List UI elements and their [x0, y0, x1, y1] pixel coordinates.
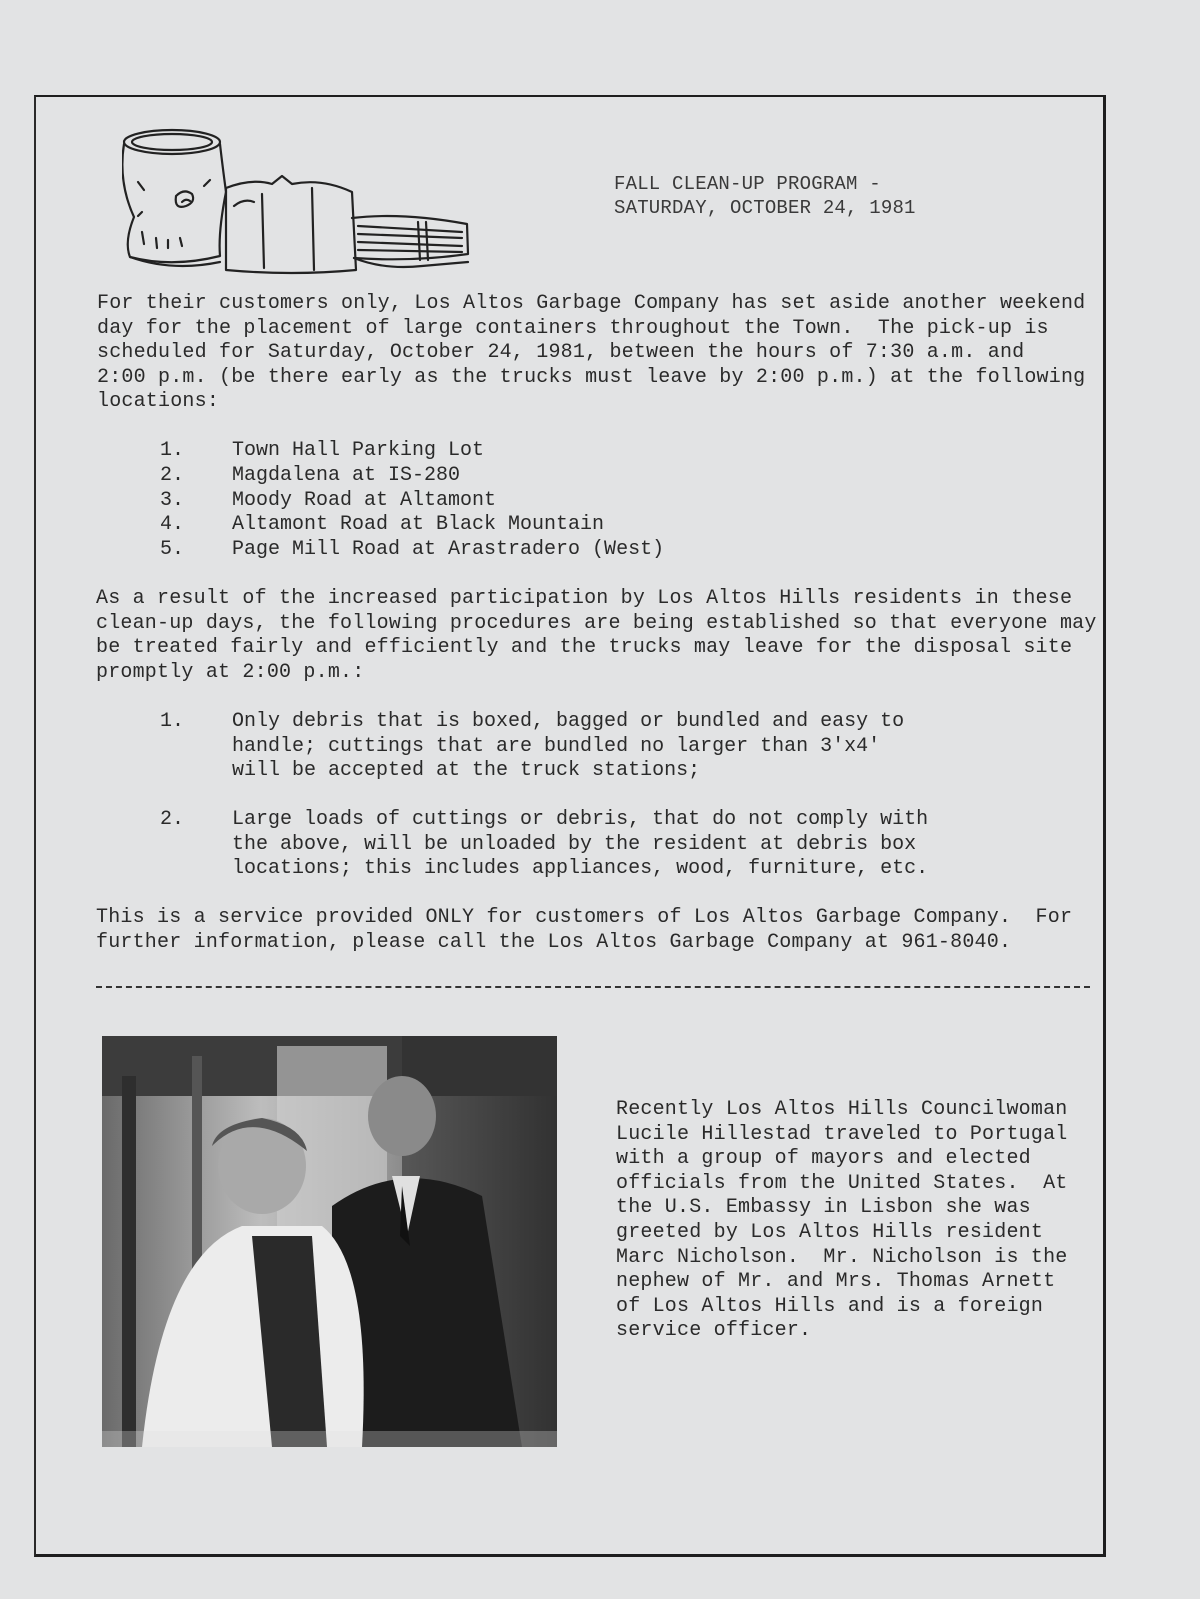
list-number: 5. — [160, 538, 185, 561]
list-number: 4. — [160, 513, 185, 536]
participation-line: clean-up days, the following procedures are being established so that everyone may — [96, 611, 1097, 635]
procedure-line: Only debris that is boxed, bagged or bundled and easy to — [232, 710, 905, 733]
program-title — [614, 172, 916, 220]
intro-line: 2:00 p.m. (be there early as the trucks must leave by 2:00 p.m.) at the following — [97, 365, 1086, 389]
caption-line: nephew of Mr. and Mrs. Thomas Arnett — [616, 1270, 1056, 1294]
section-divider — [96, 986, 1090, 988]
list-number: 1. — [160, 439, 185, 462]
intro-line: For their customers only, Los Altos Garbage Company has set aside another weekend — [97, 292, 1086, 315]
list-item: Moody Road at Altamont — [232, 489, 497, 512]
procedure-line: Large loads of cuttings or debris, that do not comply with — [232, 808, 929, 831]
list-number: 2. — [160, 464, 185, 487]
caption-line: Lucile Hillestad traveled to Portugal — [616, 1122, 1068, 1146]
list-number: 3. — [160, 489, 185, 512]
procedure-item — [232, 710, 904, 784]
closing-paragraph — [96, 906, 1072, 955]
trash-illustration-icon — [122, 122, 482, 278]
caption-line: greeted by Los Altos Hills resident — [616, 1220, 1044, 1244]
caption-line: service officer. — [616, 1319, 812, 1343]
caption-line: the U.S. Embassy in Lisbon she was — [616, 1196, 1031, 1220]
procedure-line: handle; cuttings that are bundled no larger than 3'x4' — [232, 734, 881, 758]
procedure-line: the above, will be unloaded by the resident at debris box — [232, 832, 917, 856]
caption-line: with a group of mayors and elected — [616, 1147, 1031, 1171]
caption-line: of Los Altos Hills and is a foreign — [616, 1294, 1044, 1318]
participation-line: promptly at 2:00 p.m.: — [96, 660, 365, 684]
intro-line: scheduled for Saturday, October 24, 1981, between the hours of 7:30 a.m. and — [97, 341, 1025, 365]
participation-line: As a result of the increased participation by Los Altos Hills residents in these — [96, 587, 1073, 610]
procedure-line: locations; this includes appliances, wood, furniture, etc. — [232, 857, 929, 881]
list-number: 2. — [160, 808, 185, 831]
intro-paragraph — [97, 292, 1085, 415]
title-line-2: SATURDAY, OCTOBER 24, 1981 — [614, 197, 916, 219]
list-item: Altamont Road at Black Mountain — [232, 513, 605, 536]
participation-line: be treated fairly and efficiently and the trucks may leave for the disposal site — [96, 636, 1073, 660]
intro-line: locations: — [97, 390, 220, 414]
title-line-1: FALL CLEAN-UP PROGRAM - — [614, 173, 881, 195]
caption-line: officials from the United States. At — [616, 1171, 1068, 1195]
procedure-line: will be accepted at the truck stations; — [232, 759, 701, 783]
closing-line: This is a service provided ONLY for customers of Los Altos Garbage Company. For — [96, 906, 1073, 929]
participation-paragraph — [96, 587, 1097, 685]
closing-line: further information, please call the Los Altos Garbage Company at 961-8040. — [96, 930, 1012, 954]
photo-caption — [616, 1098, 1067, 1344]
list-item: Town Hall Parking Lot — [232, 439, 485, 462]
caption-line: Recently Los Altos Hills Councilwoman — [616, 1098, 1068, 1121]
list-item: Page Mill Road at Arastradero (West) — [232, 538, 665, 561]
list-item: Magdalena at IS-280 — [232, 464, 461, 487]
intro-line: day for the placement of large containers throughout the Town. The pick-up is — [97, 316, 1049, 340]
caption-line: Marc Nicholson. Mr. Nicholson is the — [616, 1245, 1068, 1269]
list-number: 1. — [160, 710, 185, 733]
photograph — [102, 1036, 557, 1447]
procedure-item — [232, 808, 928, 882]
